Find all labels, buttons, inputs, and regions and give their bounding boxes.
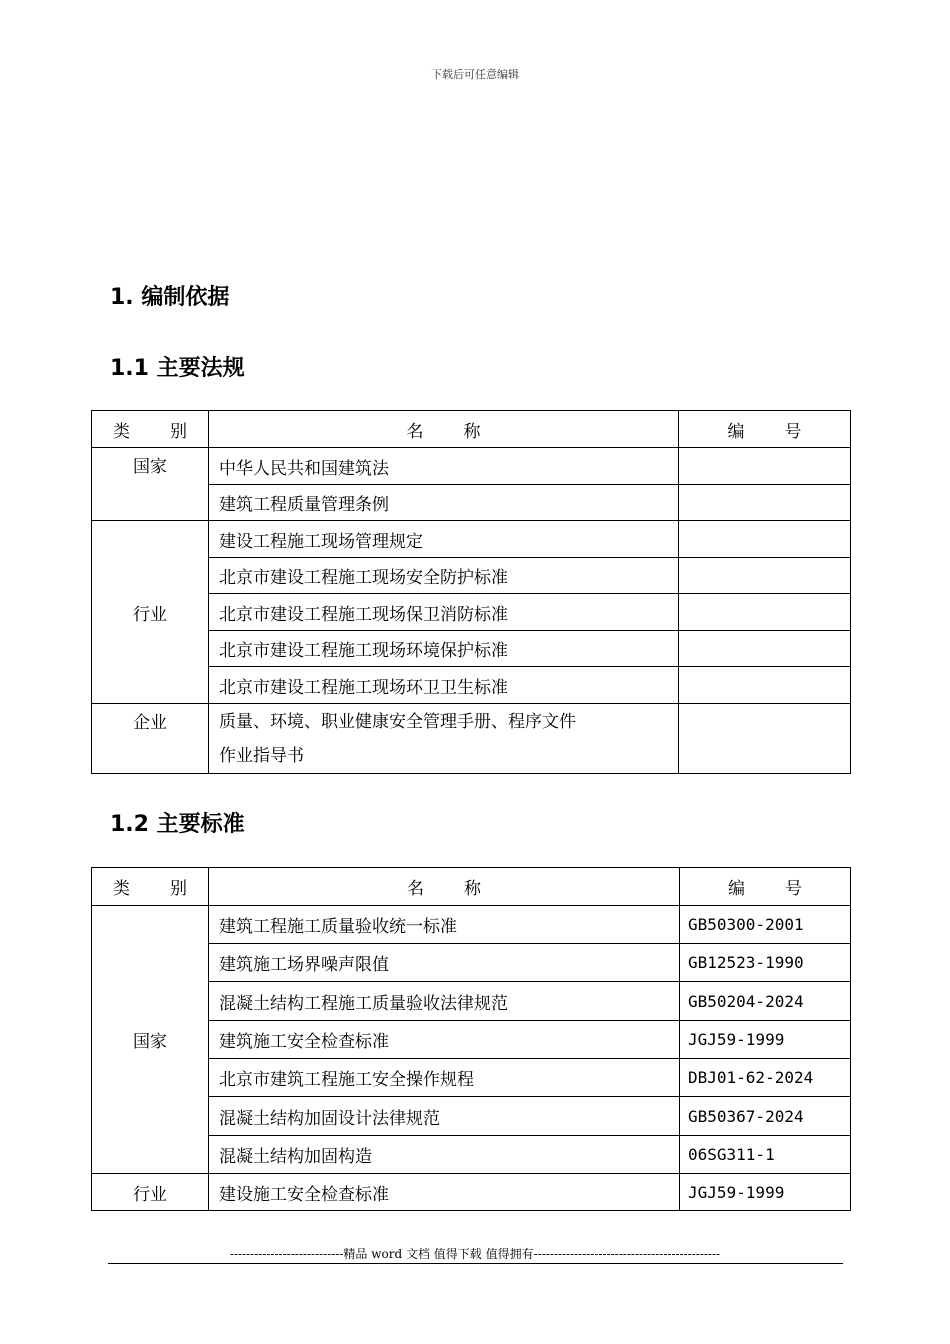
name-cell: 混凝土结构工程施工质量验收法律规范	[209, 982, 680, 1021]
name-line: 作业指导书	[219, 745, 304, 766]
section-heading-1: 1. 编制依据	[110, 285, 230, 310]
category-cell: 企业	[92, 704, 209, 774]
table-row	[92, 448, 851, 485]
code-cell	[679, 485, 851, 521]
name-cell: 建筑施工安全检查标准	[209, 1021, 680, 1059]
name-cell: 北京市建设工程施工现场环境保护标准	[209, 631, 679, 667]
code-cell: GB50367-2024	[680, 1097, 851, 1136]
category-cell: 国家	[92, 906, 209, 1174]
header-category: 类 别	[92, 868, 209, 906]
table-row	[92, 521, 851, 558]
name-cell: 建设施工安全检查标准	[209, 1174, 680, 1211]
code-cell	[679, 704, 851, 774]
name-cell: 建筑施工场界噪声限值	[209, 944, 680, 982]
name-cell: 北京市建筑工程施工安全操作规程	[209, 1059, 680, 1097]
code-cell: JGJ59-1999	[680, 1021, 851, 1059]
code-cell: DBJ01-62-2024	[680, 1059, 851, 1097]
section-heading-1-2: 1.2 主要标准	[110, 812, 245, 837]
name-cell: 混凝土结构加固设计法律规范	[209, 1097, 680, 1136]
name-cell	[209, 704, 679, 774]
header-name: 名 称	[209, 868, 680, 906]
code-cell: GB12523-1990	[680, 944, 851, 982]
name-cell: 混凝土结构加固构造	[209, 1136, 680, 1174]
section-heading-1-1: 1.1 主要法规	[110, 356, 245, 381]
code-cell	[679, 521, 851, 558]
table-header-row	[92, 868, 851, 906]
table-header-row	[92, 411, 851, 448]
name-line: 质量、环境、职业健康安全管理手册、程序文件	[219, 711, 576, 732]
category-cell: 行业	[92, 521, 209, 704]
code-cell: GB50300-2001	[680, 906, 851, 944]
table-row	[92, 1174, 851, 1211]
header-code: 编 号	[679, 411, 851, 448]
header-note: 下载后可任意编辑	[431, 68, 519, 81]
name-cell: 北京市建设工程施工现场安全防护标准	[209, 558, 679, 594]
name-cell: 建筑工程质量管理条例	[209, 485, 679, 521]
code-cell	[679, 558, 851, 594]
code-cell: JGJ59-1999	[680, 1174, 851, 1211]
name-cell: 建设工程施工现场管理规定	[209, 521, 679, 558]
code-cell	[679, 631, 851, 667]
category-cell: 国家	[92, 448, 209, 521]
footer-text: ----------------------------精品 word 文档 值得下载 值得拥有----------------------------------------------	[229, 1247, 721, 1261]
table-row	[92, 906, 851, 944]
code-cell: 06SG311-1	[680, 1136, 851, 1174]
header-code: 编 号	[680, 868, 851, 906]
regulations-table	[91, 410, 851, 774]
name-cell: 北京市建设工程施工现场环卫卫生标准	[209, 667, 679, 704]
code-cell	[679, 448, 851, 485]
name-cell: 中华人民共和国建筑法	[209, 448, 679, 485]
code-cell	[679, 594, 851, 631]
category-cell: 行业	[92, 1174, 209, 1211]
header-category: 类 别	[92, 411, 209, 448]
standards-table	[91, 867, 851, 1211]
name-cell: 建筑工程施工质量验收统一标准	[209, 906, 680, 944]
footer-rule	[108, 1263, 843, 1264]
code-cell: GB50204-2024	[680, 982, 851, 1021]
table-row	[92, 704, 851, 774]
code-cell	[679, 667, 851, 704]
header-name: 名 称	[209, 411, 679, 448]
name-cell: 北京市建设工程施工现场保卫消防标准	[209, 594, 679, 631]
